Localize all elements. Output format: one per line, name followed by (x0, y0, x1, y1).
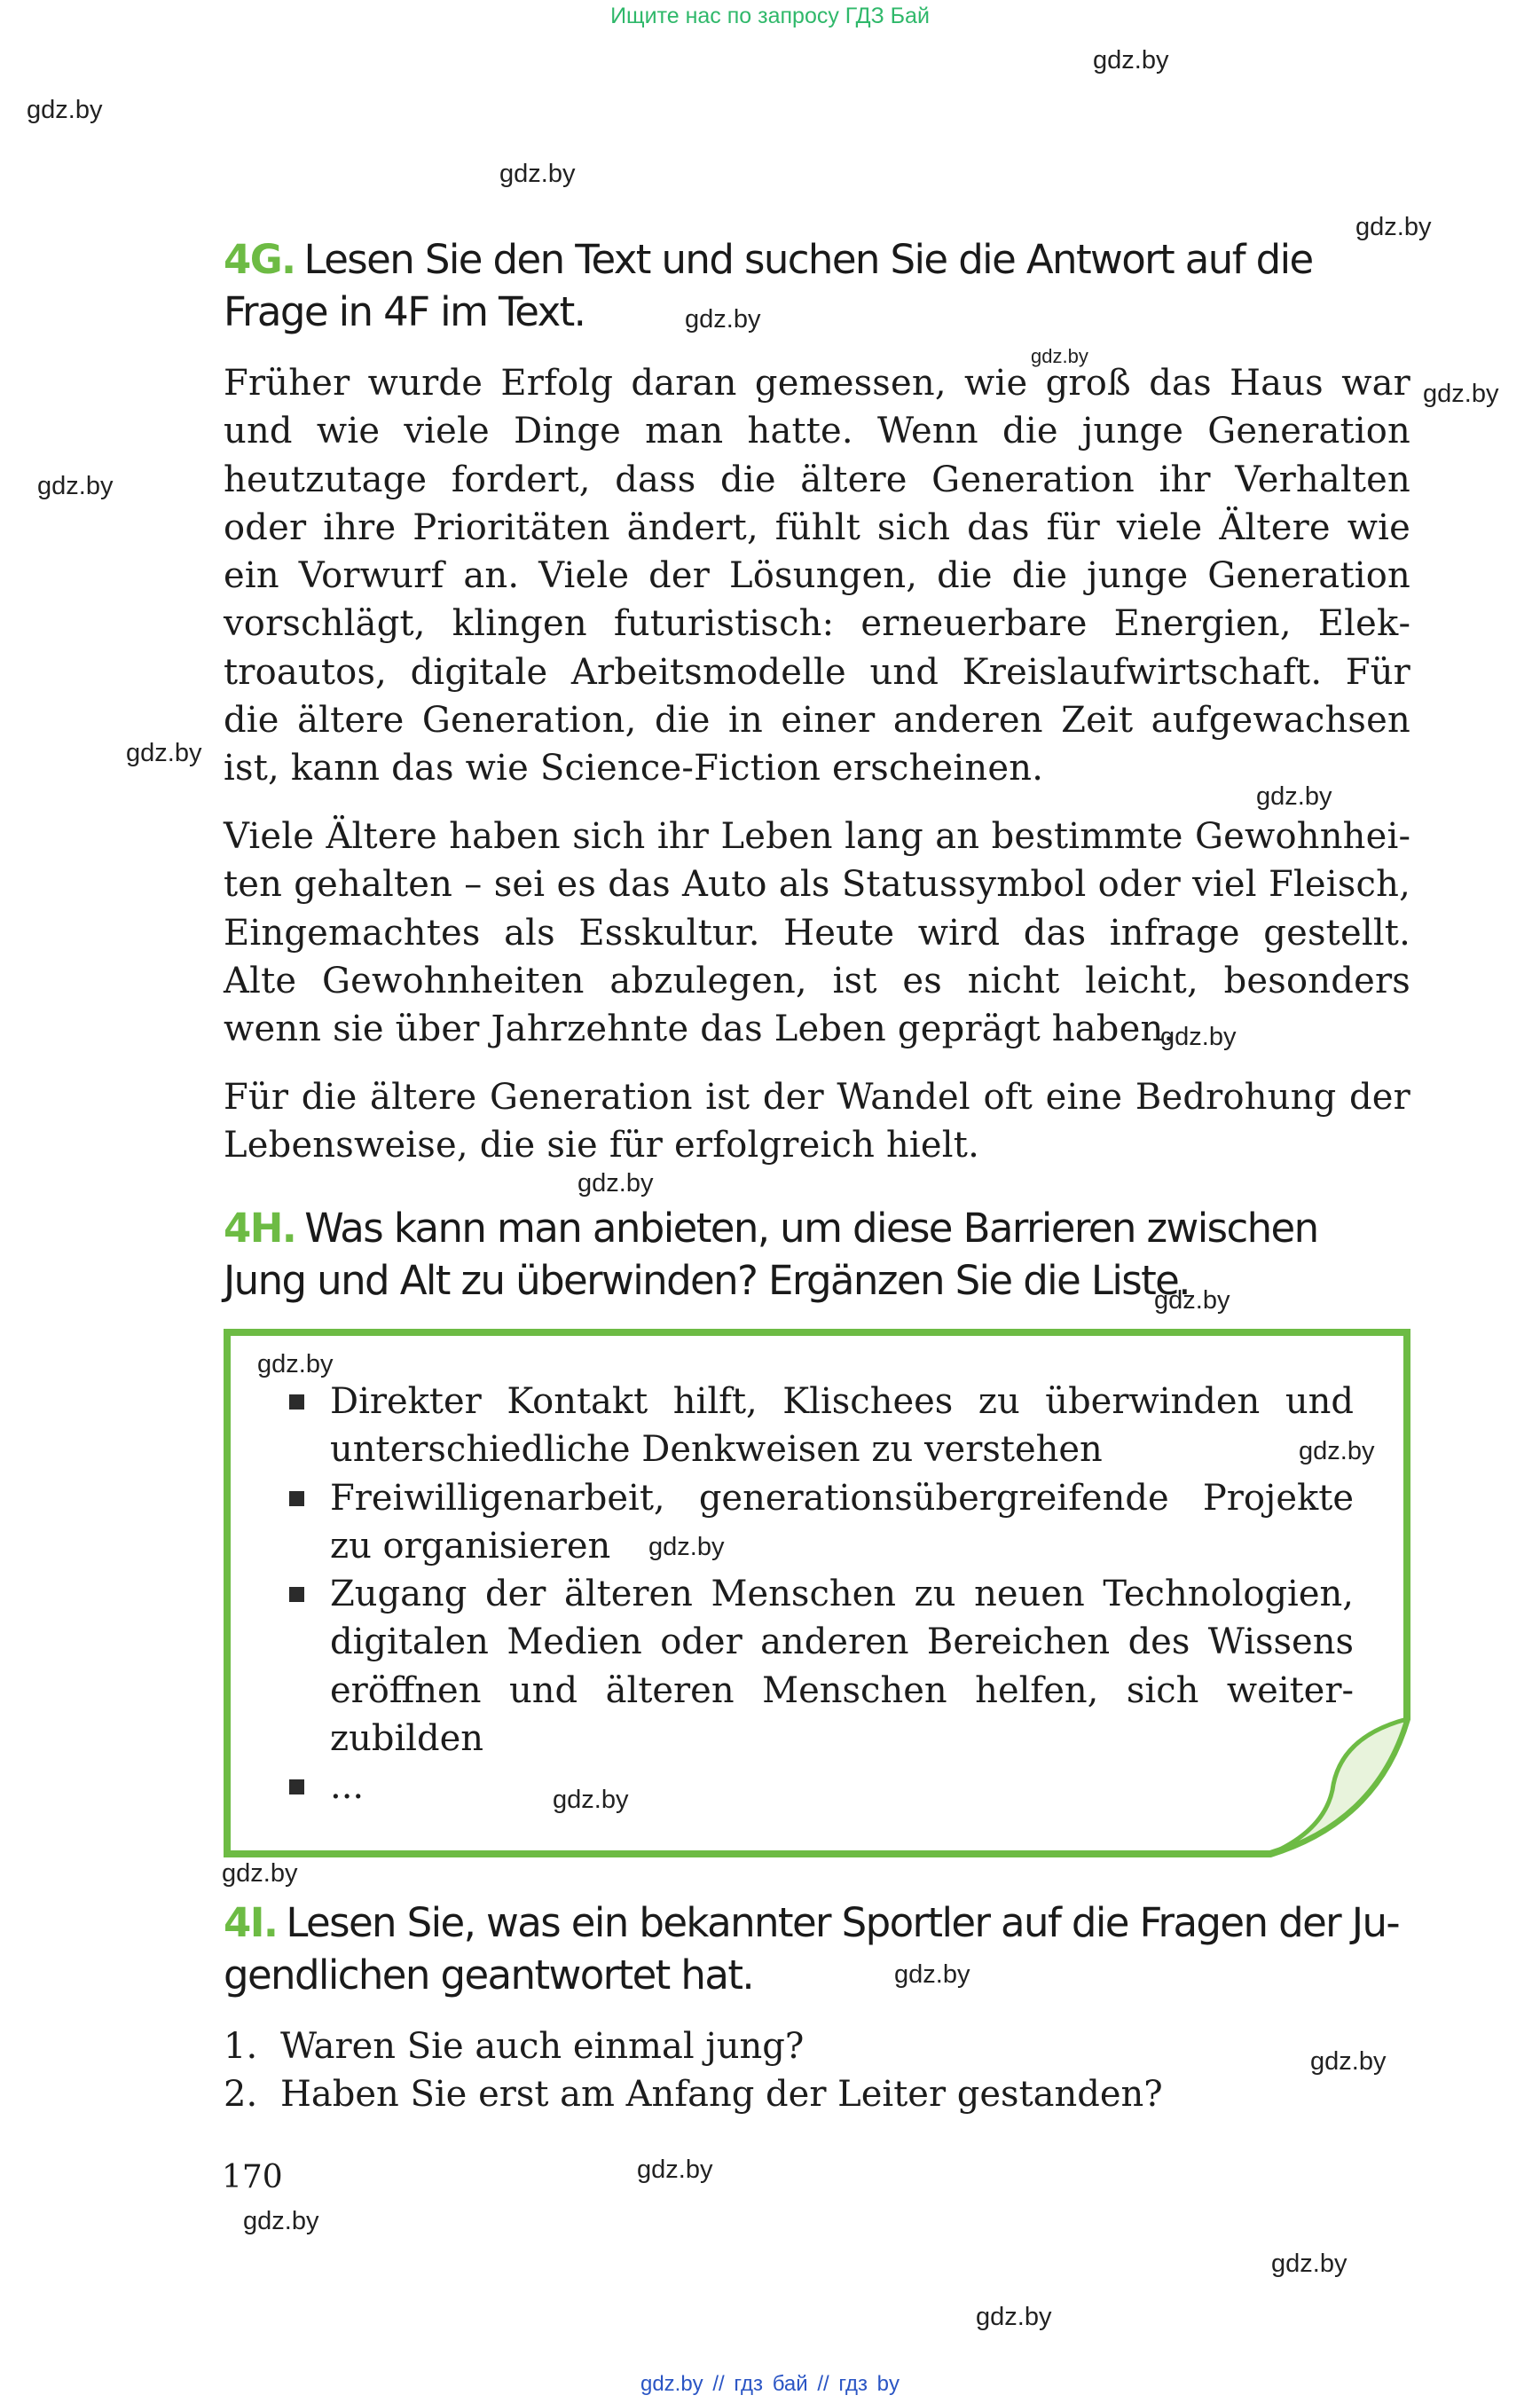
watermark: gdz.by (499, 160, 576, 188)
watermark: gdz.by (1256, 782, 1332, 811)
watermark: gdz.by (1093, 46, 1169, 75)
question-text: Haben Sie erst am Anfang der Leiter gestanden? (280, 2074, 1163, 2116)
watermark: gdz.by (1355, 213, 1432, 241)
watermark: gdz.by (1423, 380, 1499, 408)
task-text: Lesen Sie den Text und suchen Sie die Antwort auf die Frage in 4F im Text. (224, 236, 1313, 335)
list-item (224, 2022, 1377, 2070)
watermark: gdz.by (1271, 2250, 1348, 2278)
text-paragraph: Früher wurde Erfolg daran gemessen, wie groß das Haus war und wie viele Dinge man hatte. Wenn die junge Generation heutzutage fordert, dass die ältere Generation ihr Verhalten oder ihre Prioritäten ändert, fühlt sich das für viele Ältere wie ein Vorwurf an. Viele der Lösungen, die die junge Generation vorschlägt, klingen futuristisch: erneuerbare Energien, Elektroautos, digitale Arbeitsmodelle und Kreislaufwirtschaft. Für die ältere Generation, die in einer anderen Zeit aufgewachsen ist, kann das wie Science-Fiction erscheinen. (224, 363, 1410, 789)
watermark: gdz.by (553, 1786, 629, 1814)
list-item (289, 1378, 1354, 1474)
question-text: Waren Sie auch einmal jung? (280, 2026, 805, 2067)
square-bullet-icon (289, 1491, 304, 1506)
task-number: 4G. (224, 236, 295, 283)
watermark: gdz.by (1160, 1023, 1237, 1051)
watermark: gdz.by (1031, 345, 1088, 367)
task-4i-heading (224, 1896, 1410, 2001)
square-bullet-icon (289, 1587, 304, 1602)
square-bullet-icon (289, 1394, 304, 1410)
text-paragraph: Viele Ältere haben sich ihr Leben lang an bestimmte Gewohnheiten gehalten – sei es das Auto als Statussymbol oder viel Fleisch, Eingemachtes als Esskultur. Heute wird das infrage gestellt. Alte Gewohnheiten abzulegen, ist es nicht leicht, besonders wenn sie über Jahrzehnte das Leben geprägt haben. (224, 816, 1410, 1050)
list-item-text: Freiwilligenarbeit, generationsübergreifende Projekte zu organisieren (330, 1477, 1354, 1567)
barrier-list (289, 1378, 1354, 1811)
text-paragraph: Für die ältere Generation ist der Wandel oft eine Bedrohung der Lebensweise, die sie für erfolgreich hielt. (224, 1077, 1410, 1166)
bottom-banner[interactable]: gdz.by // гдз бай // гдз by (640, 2372, 900, 2396)
top-banner: Ищите нас по запросу ГДЗ Бай (610, 4, 930, 28)
list-item-text: Zugang der älteren Menschen zu neuen Technologien, digitalen Medien oder anderen Bereichen des Wissens eröffnen und älteren Menschen helfen, sich weiterzubilden (330, 1574, 1354, 1760)
square-bullet-icon (289, 1779, 304, 1794)
question-number: 2. (224, 2074, 258, 2116)
list-item (289, 1474, 1354, 1571)
watermark: gdz.by (257, 1350, 334, 1378)
watermark: gdz.by (222, 1859, 298, 1888)
watermark: gdz.by (894, 1960, 970, 1989)
list-item (289, 1570, 1354, 1763)
watermark: gdz.by (126, 739, 202, 767)
watermark: gdz.by (976, 2303, 1052, 2331)
question-list (224, 2022, 1377, 2119)
watermark: gdz.by (578, 1169, 654, 1198)
question-number: 1. (224, 2026, 258, 2067)
watermark: gdz.by (637, 2156, 713, 2184)
task-text: Lesen Sie, was ein bekannter Sportler auf die Fragen der Jugendlichen geantwortet hat. (224, 1899, 1401, 1999)
task-number: 4I. (224, 1899, 278, 1946)
task-4g-heading (224, 233, 1410, 338)
list-item (224, 2070, 1377, 2118)
task-text: Was kann man anbieten, um diese Barrieren zwischen Jung und Alt zu überwinden? Ergänzen Sie die Liste. (224, 1205, 1318, 1304)
watermark: gdz.by (27, 96, 103, 124)
list-item (289, 1763, 1354, 1810)
list-item-text: ... (330, 1766, 365, 1808)
watermark: gdz.by (1154, 1286, 1230, 1315)
watermark: gdz.by (648, 1533, 725, 1561)
task-4h-heading (224, 1202, 1410, 1307)
list-item-text: Direkter Kontakt hilft, Klischees zu überwinden und unterschiedliche Denkweisen zu verstehen (330, 1381, 1354, 1471)
watermark: gdz.by (243, 2207, 319, 2235)
watermark: gdz.by (1310, 2047, 1387, 2076)
watermark: gdz.by (685, 305, 761, 334)
watermark: gdz.by (1299, 1437, 1375, 1465)
task-number: 4H. (224, 1205, 296, 1252)
page-number: 170 (222, 2159, 283, 2195)
watermark: gdz.by (37, 472, 114, 500)
